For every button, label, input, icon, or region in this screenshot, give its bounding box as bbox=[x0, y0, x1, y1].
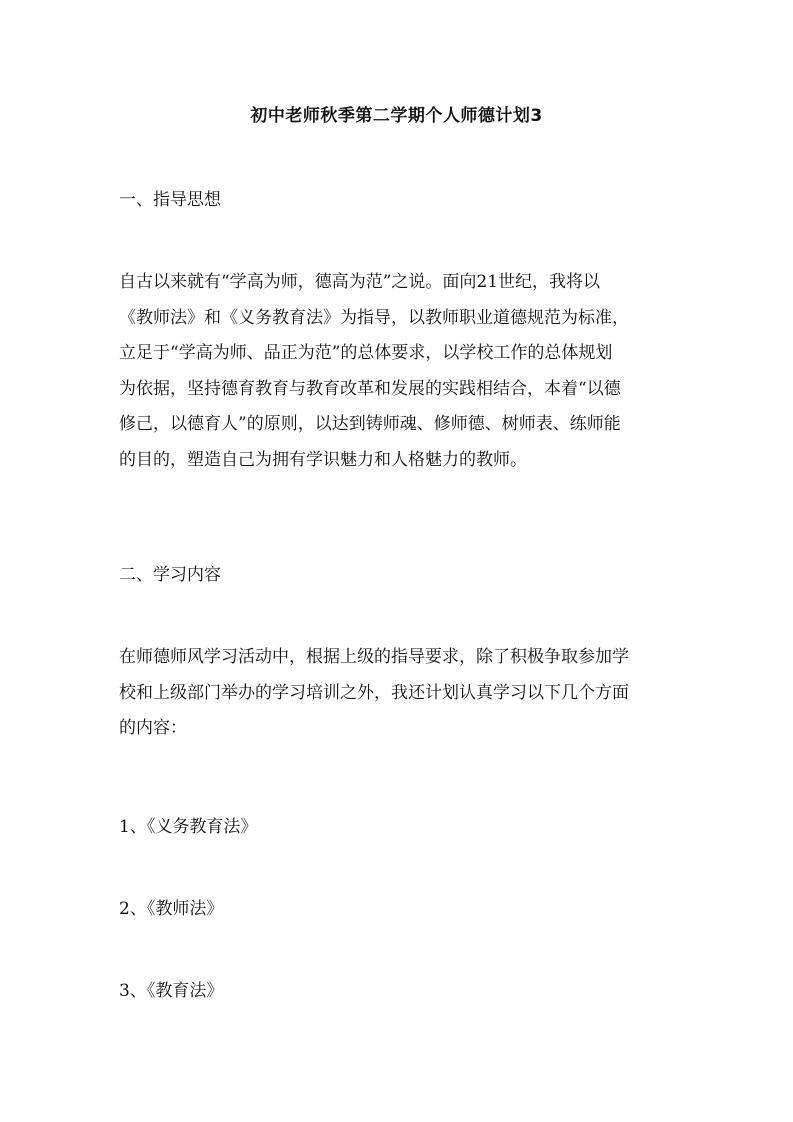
paragraph-line: 在师德师风学习活动中，根据上级的指导要求，除了积极争取参加学 bbox=[119, 647, 629, 667]
paragraph-line: 的内容： bbox=[119, 718, 187, 738]
list-item: 3、《教育法》 bbox=[119, 981, 224, 1001]
paragraph-study-content bbox=[119, 640, 679, 747]
list-item: 2、《教师法》 bbox=[119, 899, 224, 919]
paragraph-guiding-ideology bbox=[119, 265, 679, 478]
paragraph-line: 校和上级部门举办的学习培训之外，我还计划认真学习以下几个方面 bbox=[119, 682, 629, 703]
section-heading-guiding-ideology: 一、指导思想 bbox=[119, 190, 221, 210]
list-item: 1、《义务教育法》 bbox=[119, 817, 258, 837]
section-heading-study-content: 二、学习内容 bbox=[119, 565, 221, 585]
paragraph-line: 《教师法》和《义务教育法》为指导，以教师职业道德规范为标准， bbox=[119, 307, 629, 328]
paragraph-line: 的目的，塑造自己为拥有学识魅力和人格魅力的教师。 bbox=[119, 449, 527, 470]
paragraph-line: 立足于“学高为师、品正为范”的总体要求，以学校工作的总体规划 bbox=[119, 343, 613, 363]
paragraph-line: 修己，以德育人”的原则，以达到铸师魂、修师德、树师表、练师能 bbox=[119, 414, 621, 434]
document-title: 初中老师秋季第二学期个人师德计划3 bbox=[250, 106, 543, 126]
paragraph-line: 为依据，坚持德育教育与教育改革和发展的实践相结合，本着“以德 bbox=[119, 378, 621, 399]
paragraph-line: 自古以来就有“学高为师，德高为范”之说。面向21世纪，我将以 bbox=[119, 272, 601, 292]
